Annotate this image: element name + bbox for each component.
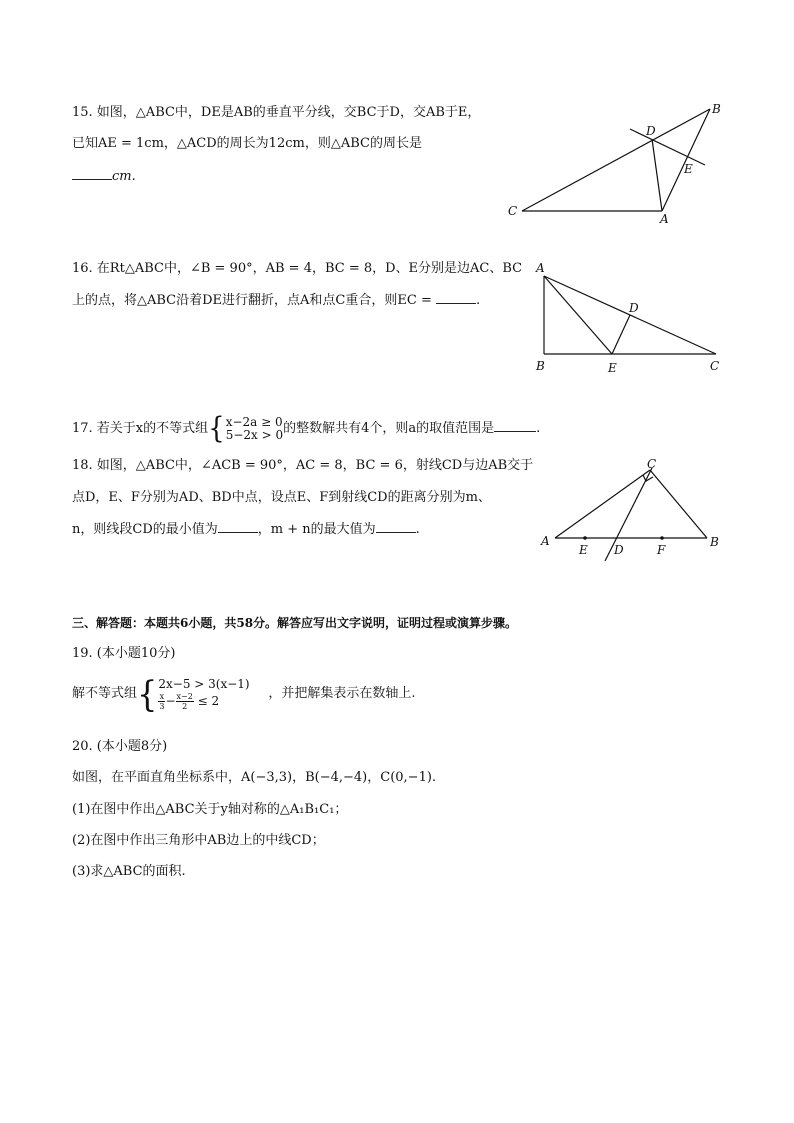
q19-title: 19. (本小题10分) [72, 646, 176, 661]
brace-symbol: { [208, 412, 225, 445]
answer-blank [436, 291, 476, 304]
le-two: ≤ 2 [197, 694, 220, 708]
q17-suffix: 的整数解共有4个，则a的取值范围是 [283, 421, 495, 436]
q15-figure [500, 95, 740, 230]
q15-label-e: E [684, 162, 693, 176]
q18-label-d: D [614, 543, 624, 557]
q17-ineq2: 5−2x > 0 [225, 427, 284, 442]
frac-denominator: 2 [182, 702, 188, 711]
q16-line1: 16. 在Rt△ABC中，∠B = 90°，AB = 4，BC = 8，D、E分别是边AC、BC [72, 261, 523, 276]
q16-label-a: A [536, 261, 545, 275]
q15-unit: cm. [112, 169, 136, 184]
q20-title: 20. (本小题8分) [72, 739, 168, 754]
q19-suffix: ，并把解集表示在数轴上. [268, 686, 416, 701]
q20-part3: (3)求△ABC的面积. [72, 864, 186, 879]
q15-line1: 15. 如图，△ABC中，DE是AB的垂直平分线，交BC于D，交AB于E， [72, 105, 481, 120]
q18-line1: 18. 如图，△ABC中，∠ACB = 90°，AC = 8，BC = 6，射线CD与边AB交于 [72, 458, 534, 473]
q16-line2 [72, 291, 480, 310]
frac-denominator: 3 [159, 702, 165, 711]
q17-prefix: 17. 若关于x的不等式组 [72, 421, 209, 436]
q18-figure [535, 455, 735, 570]
q16-period: . [475, 293, 481, 308]
brace-symbol: { [137, 672, 158, 715]
frac-numerator: x−2 [176, 692, 193, 701]
minus-sign: − [165, 694, 176, 708]
q15-label-a: A [660, 212, 669, 226]
q18-line3-b: ，m + n的最大值为 [257, 522, 376, 537]
q17-end: . [536, 421, 541, 436]
q18-label-b: B [710, 535, 719, 549]
q20-part1: (1)在图中作出△ABC关于y轴对称的△A₁B₁C₁； [72, 802, 348, 817]
answer-blank [494, 419, 536, 432]
q16-label-e: E [608, 361, 617, 375]
q20-intro: 如图，在平面直角坐标系中，A(−3,3)，B(−4,−4)，C(0,−1). [72, 770, 437, 785]
q15-label-d: D [646, 124, 656, 138]
q18-label-a: A [541, 534, 550, 548]
q15-line3 [72, 167, 136, 186]
q18-line3-c: . [415, 522, 420, 537]
q18-line3 [72, 520, 420, 539]
frac-numerator: x [159, 692, 165, 701]
answer-blank [376, 520, 416, 533]
q18-label-f: F [657, 543, 666, 557]
q18-label-e: E [579, 543, 588, 557]
q17-line [72, 414, 540, 444]
q19-ineq1: 2x−5 > 3(x−1) [158, 677, 250, 691]
q17-ineq1: x−2a ≥ 0 [225, 414, 283, 429]
q20-part2: (2)在图中作出三角形中AB边上的中线CD； [72, 833, 325, 848]
q16-line2-text: 上的点，将△ABC沿着DE进行翻折，点A和点C重合，则EC = [72, 293, 432, 308]
q15-label-b: B [712, 102, 721, 116]
q15-label-c: C [508, 204, 518, 218]
q16-label-c: C [710, 359, 720, 373]
q18-label-c: C [647, 457, 657, 471]
q19-system [158, 676, 268, 711]
q19-ineq2 [158, 692, 268, 711]
fraction-x-minus-2-over-2 [176, 692, 194, 711]
q16-label-d: D [629, 301, 639, 315]
q19-line [72, 672, 416, 715]
q18-line2: 点D，E、F分别为AD、BD中点，设点E、F到射线CD的距离分别为m、 [72, 490, 491, 505]
section-three-header: 三、解答题：本题共6小题，共58分。解答应写出文字说明，证明过程或演算步骤。 [72, 616, 518, 630]
q17-system [226, 416, 283, 442]
answer-blank [72, 167, 112, 180]
answer-blank [218, 520, 258, 533]
q15-line2: 已知AE = 1cm，△ACD的周长为12cm，则△ABC的周长是 [72, 136, 422, 151]
q19-prefix: 解不等式组 [72, 686, 138, 701]
q18-line3-a: n，则线段CD的最小值为 [72, 522, 218, 537]
q16-figure [528, 258, 728, 378]
q16-label-b: B [536, 359, 545, 373]
